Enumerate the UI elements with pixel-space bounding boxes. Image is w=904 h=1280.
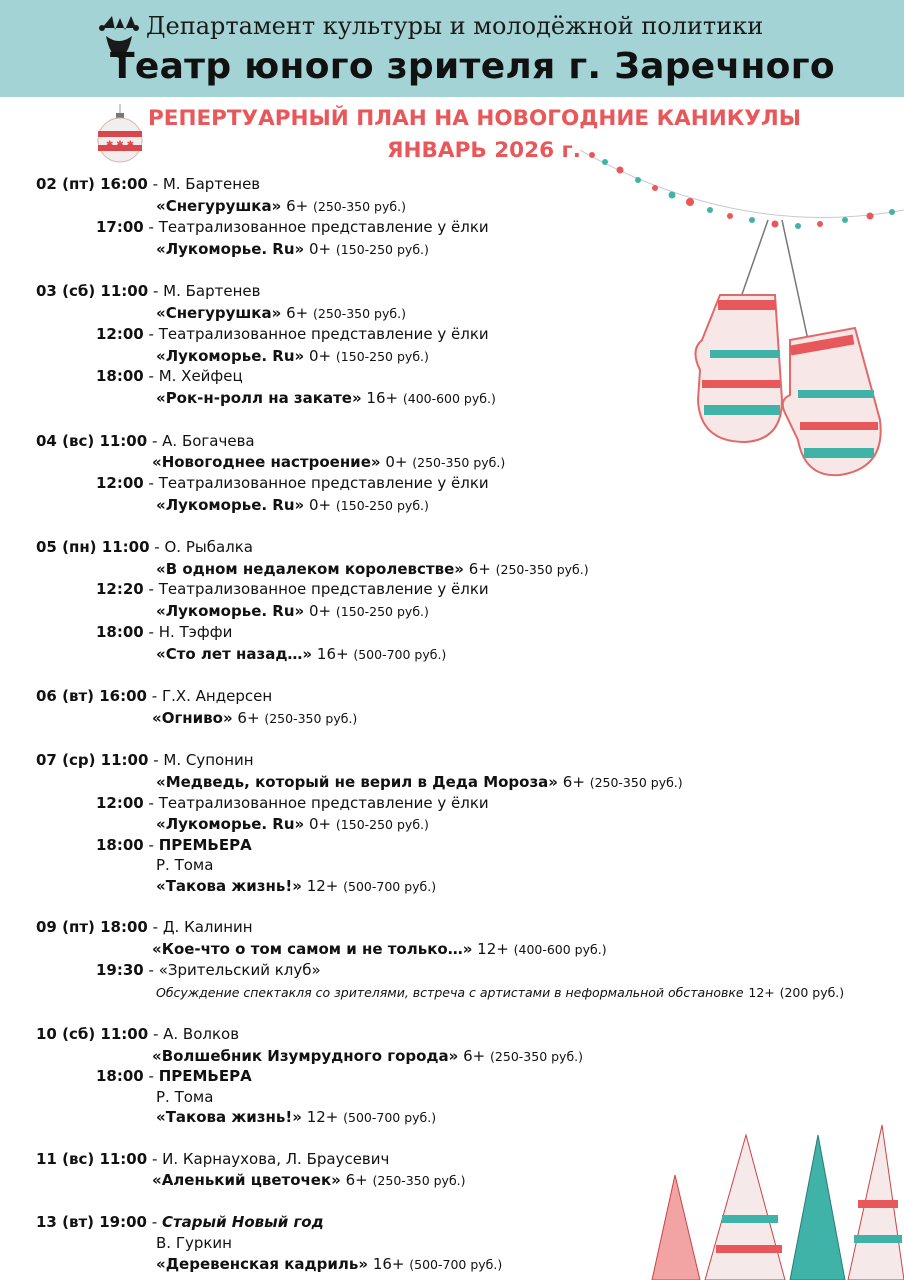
event-author: «Зрительский клуб»	[158, 961, 321, 979]
event-time: 16:00	[99, 687, 147, 705]
date-time	[96, 1067, 144, 1085]
event-date: 07 (ср)	[36, 751, 96, 769]
show-title: «Кое-что о том самом и не только…»	[152, 940, 473, 958]
ticket-price: (250-350 руб.)	[312, 306, 406, 321]
age-rating: 6+	[345, 1171, 368, 1189]
event-author: Д. Калинин	[162, 918, 253, 936]
schedule-line	[156, 197, 406, 216]
event-author: Театрализованное представление у ёлки	[158, 580, 489, 598]
schedule-line: 12:00 - Театрализованное представление у ёлки	[96, 325, 489, 343]
schedule-line: 18:00 - Н. Тэффи	[96, 623, 233, 641]
schedule-line	[156, 560, 589, 579]
schedule-line	[152, 709, 357, 728]
date-time	[96, 961, 144, 979]
ticket-price: (150-250 руб.)	[335, 604, 429, 619]
event-time: 11:00	[100, 751, 149, 769]
show-title: «Аленький цветочек»	[152, 1171, 341, 1189]
show-title: «Деревенская кадриль»	[156, 1255, 369, 1273]
event-time: 11:00	[101, 538, 150, 556]
show-title: «Рок-н-ролл на закате»	[156, 389, 362, 407]
age-rating: 0+	[385, 453, 408, 471]
schedule-line	[156, 645, 446, 664]
schedule-line: 11 (вс) 11:00 - И. Карнаухова, Л. Браусевич	[36, 1150, 390, 1168]
event-author: В. Гуркин	[156, 1234, 232, 1252]
ticket-price: (150-250 руб.)	[335, 817, 429, 832]
event-time: 16:00	[100, 175, 148, 193]
age-rating: 6+	[463, 1047, 486, 1065]
schedule-line	[156, 815, 429, 834]
event-author: М. Хейфец	[158, 367, 243, 385]
schedule-line: 07 (ср) 11:00 - М. Супонин	[36, 751, 254, 769]
date-time	[96, 623, 144, 641]
schedule-line: 19:30 - «Зрительский клуб»	[96, 961, 321, 979]
date-time	[96, 836, 144, 854]
schedule-line	[156, 773, 683, 792]
age-rating: 16+	[316, 645, 349, 663]
event-time: 17:00	[96, 218, 144, 236]
svg-text:✱ ✱ ✱: ✱ ✱ ✱	[105, 140, 135, 150]
ticket-price: (400-600 руб.)	[402, 391, 496, 406]
schedule-line	[156, 1088, 213, 1106]
date-time	[36, 751, 148, 769]
event-time: 12:00	[96, 474, 144, 492]
event-author: Г.Х. Андерсен	[161, 687, 273, 705]
show-title: «Лукоморье. Ru»	[156, 240, 305, 258]
ticket-price: (150-250 руб.)	[335, 242, 429, 257]
ticket-price: (250-350 руб.)	[312, 199, 406, 214]
age-rating: 12+	[748, 985, 775, 1000]
show-title: «Такова жизнь!»	[156, 877, 302, 895]
ticket-price: (250-350 руб.)	[495, 562, 589, 577]
schedule-line: 04 (вс) 11:00 - А. Богачева	[36, 432, 255, 450]
event-note: Обсуждение спектакля со зрителями, встреча с артистами в неформальной обстановке	[156, 985, 744, 1000]
ticket-price: (150-250 руб.)	[335, 349, 429, 364]
age-rating: 6+	[562, 773, 585, 791]
event-author: Театрализованное представление у ёлки	[158, 325, 489, 343]
event-author: А. Волков	[163, 1025, 240, 1043]
age-rating: 0+	[309, 496, 332, 514]
schedule-line: 05 (пн) 11:00 - О. Рыбалка	[36, 538, 253, 556]
age-rating: 0+	[309, 602, 332, 620]
event-author: И. Карнаухова, Л. Браусевич	[162, 1150, 390, 1168]
schedule-line	[156, 347, 429, 366]
department-name: Департамент культуры и молодёжной политики	[146, 12, 764, 40]
date-time	[36, 1213, 147, 1231]
event-time: 19:30	[96, 961, 144, 979]
schedule-line	[152, 940, 607, 959]
ticket-price: (250-350 руб.)	[589, 775, 683, 790]
show-title: «Лукоморье. Ru»	[156, 496, 305, 514]
ticket-price: (500-700 руб.)	[343, 879, 437, 894]
schedule-line	[152, 453, 505, 472]
schedule-line	[156, 304, 406, 323]
schedule-line	[156, 856, 213, 874]
date-time	[96, 325, 144, 343]
schedule-line: 17:00 - Театрализованное представление у ёлки	[96, 218, 489, 236]
age-rating: 12+	[306, 1108, 339, 1126]
schedule-line: 18:00 - ПРЕМЬЕРА	[96, 836, 252, 854]
event-date: 10 (сб)	[36, 1025, 96, 1043]
date-time	[36, 175, 148, 193]
age-rating: 16+	[372, 1255, 405, 1273]
age-rating: 6+	[468, 560, 491, 578]
schedule-line	[156, 877, 436, 896]
schedule-line	[156, 1108, 436, 1127]
age-rating: 6+	[237, 709, 260, 727]
event-time: 11:00	[100, 282, 149, 300]
show-title: «Такова жизнь!»	[156, 1108, 302, 1126]
date-time	[36, 282, 148, 300]
event-time: 18:00	[96, 623, 144, 641]
schedule-line: 12:20 - Театрализованное представление у ёлки	[96, 580, 489, 598]
date-time	[36, 538, 150, 556]
date-time	[96, 580, 144, 598]
event-author: Театрализованное представление у ёлки	[158, 218, 489, 236]
mittens-decoration	[690, 200, 890, 490]
ticket-price: (500-700 руб.)	[343, 1110, 437, 1125]
schedule-line	[156, 389, 496, 408]
event-label: Старый Новый год	[161, 1213, 324, 1231]
theatre-name: Театр юного зрителя г. Заречного	[110, 46, 835, 87]
ticket-price: (150-250 руб.)	[335, 498, 429, 513]
schedule-line: 10 (сб) 11:00 - А. Волков	[36, 1025, 240, 1043]
ticket-price: (250-350 руб.)	[490, 1049, 584, 1064]
event-time: 12:20	[96, 580, 144, 598]
event-time: 18:00	[96, 836, 144, 854]
date-time	[36, 1025, 148, 1043]
age-rating: 6+	[286, 197, 309, 215]
schedule-line	[156, 602, 429, 621]
page-title-line2: ЯНВАРЬ 2026 г.	[387, 138, 581, 163]
show-title: «Медведь, который не верил в Деда Мороза»	[156, 773, 558, 791]
event-date: 03 (сб)	[36, 282, 96, 300]
schedule-line: 18:00 - ПРЕМЬЕРА	[96, 1067, 252, 1085]
event-date: 05 (пн)	[36, 538, 97, 556]
show-title: «Огниво»	[152, 709, 233, 727]
schedule-line	[152, 1047, 583, 1066]
show-title: «Лукоморье. Ru»	[156, 347, 305, 365]
event-author: М. Бартенев	[163, 282, 261, 300]
christmas-ball-icon	[96, 104, 144, 164]
schedule-line	[156, 1255, 502, 1274]
ticket-price: (500-700 руб.)	[353, 647, 447, 662]
schedule-line	[156, 496, 429, 515]
event-time: 18:00	[100, 918, 148, 936]
event-date: 09 (пт)	[36, 918, 95, 936]
ticket-price: (250-350 руб.)	[264, 711, 358, 726]
ticket-price: (250-350 руб.)	[412, 455, 506, 470]
event-date: 02 (пт)	[36, 175, 95, 193]
schedule-line	[156, 1234, 232, 1252]
event-time: 19:00	[99, 1213, 147, 1231]
event-date: 11 (вс)	[36, 1150, 95, 1168]
event-label: ПРЕМЬЕРА	[158, 836, 252, 854]
age-rating: 0+	[309, 815, 332, 833]
event-label: ПРЕМЬЕРА	[158, 1067, 252, 1085]
schedule-line: 02 (пт) 16:00 - М. Бартенев	[36, 175, 261, 193]
event-author: А. Богачева	[162, 432, 255, 450]
event-time: 11:00	[100, 1025, 149, 1043]
date-time	[96, 794, 144, 812]
event-time: 18:00	[96, 367, 144, 385]
age-rating: 0+	[309, 347, 332, 365]
event-time: 12:00	[96, 794, 144, 812]
schedule-line	[152, 1171, 466, 1190]
age-rating: 16+	[366, 389, 399, 407]
ticket-price: (400-600 руб.)	[513, 942, 607, 957]
event-time: 12:00	[96, 325, 144, 343]
schedule-line	[156, 240, 429, 259]
show-title: «Новогоднее настроение»	[152, 453, 381, 471]
schedule-line: 06 (вт) 16:00 - Г.Х. Андерсен	[36, 687, 273, 705]
date-time	[96, 367, 144, 385]
event-author: О. Рыбалка	[164, 538, 253, 556]
event-author: Р. Тома	[156, 856, 214, 874]
schedule-line: 13 (вт) 19:00 - Старый Новый год	[36, 1213, 324, 1231]
show-title: «Волшебник Изумрудного города»	[152, 1047, 459, 1065]
schedule-line: 18:00 - М. Хейфец	[96, 367, 243, 385]
event-date: 06 (вт)	[36, 687, 94, 705]
age-rating: 6+	[286, 304, 309, 322]
age-rating: 0+	[309, 240, 332, 258]
event-author: Театрализованное представление у ёлки	[158, 794, 489, 812]
event-date: 13 (вт)	[36, 1213, 94, 1231]
date-time	[96, 474, 144, 492]
date-time	[36, 432, 147, 450]
event-time: 18:00	[96, 1067, 144, 1085]
show-title: «В одном недалеком королевстве»	[156, 560, 464, 578]
show-title: «Лукоморье. Ru»	[156, 815, 305, 833]
event-author: Н. Тэффи	[158, 623, 233, 641]
show-title: «Снегурушка»	[156, 197, 282, 215]
event-author: М. Супонин	[163, 751, 254, 769]
schedule-line	[156, 983, 844, 1002]
page-title-line1: РЕПЕРТУАРНЫЙ ПЛАН НА НОВОГОДНИЕ КАНИКУЛЫ	[148, 106, 802, 131]
ticket-price: (250-350 руб.)	[372, 1173, 466, 1188]
date-time	[36, 687, 147, 705]
schedule-line: 03 (сб) 11:00 - М. Бартенев	[36, 282, 261, 300]
event-time: 11:00	[99, 432, 148, 450]
event-author: М. Бартенев	[162, 175, 261, 193]
show-title: «Сто лет назад…»	[156, 645, 313, 663]
ticket-price: (500-700 руб.)	[409, 1257, 503, 1272]
christmas-trees-decoration	[650, 1120, 904, 1280]
age-rating: 12+	[477, 940, 509, 958]
event-time: 11:00	[99, 1150, 148, 1168]
event-author: Р. Тома	[156, 1088, 214, 1106]
ticket-price: (200 руб.)	[779, 985, 845, 1000]
date-time	[36, 918, 148, 936]
schedule-line: 09 (пт) 18:00 - Д. Калинин	[36, 918, 253, 936]
show-title: «Снегурушка»	[156, 304, 282, 322]
event-date: 04 (вс)	[36, 432, 95, 450]
schedule-line: 12:00 - Театрализованное представление у ёлки	[96, 794, 489, 812]
date-time	[96, 218, 144, 236]
schedule-line: 12:00 - Театрализованное представление у ёлки	[96, 474, 489, 492]
show-title: «Лукоморье. Ru»	[156, 602, 305, 620]
event-author: Театрализованное представление у ёлки	[158, 474, 489, 492]
date-time	[36, 1150, 147, 1168]
age-rating: 12+	[306, 877, 339, 895]
